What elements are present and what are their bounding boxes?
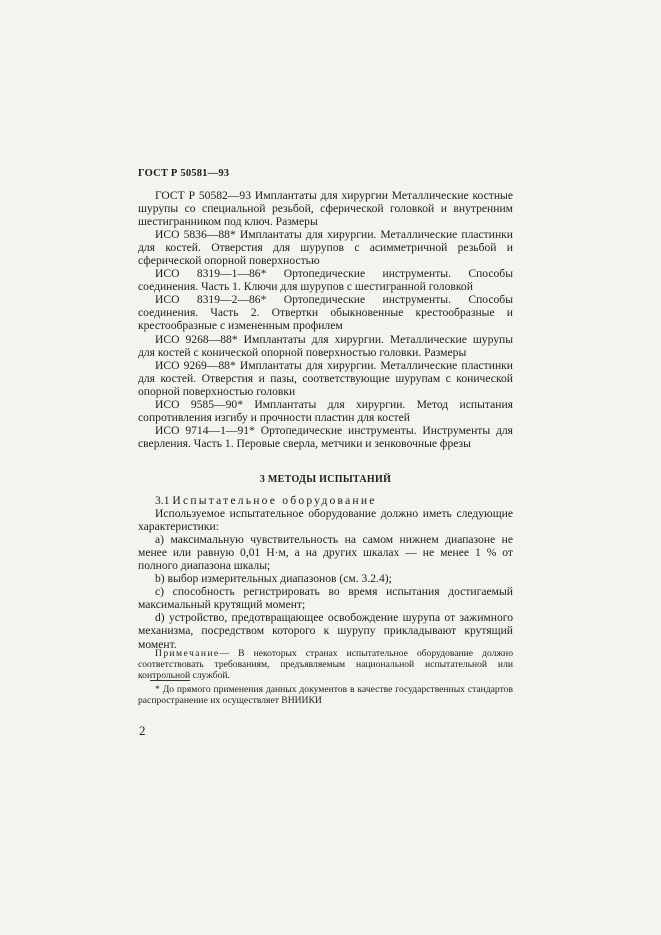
section-intro: Используемое испытательное оборудование должно иметь следующие характеристики: (138, 507, 513, 534)
reference-item: ИСО 8319—2—86* Ортопедические инструменты. Способы соединения. Часть 2. Отвертки обыкновенные крестообразные и крестообразные с измененным профилем (138, 293, 513, 333)
reference-item: ИСО 5836—88* Имплантаты для хирургии. Металлические пластинки для костей. Отверстия для шурупов с асимметричной резьбой и сферической опорной поверхностью (138, 228, 513, 268)
subsection-title: Испытательное оборудование (172, 494, 377, 507)
page-number: 2 (139, 723, 146, 738)
reference-item: ИСО 9714—1—91* Ортопедические инструменты. Инструменты для сверления. Часть 1. Перовые сверла, метчики и зенковочные фрезы (138, 423, 513, 450)
footnote-divider (150, 680, 190, 681)
requirement-item: а) максимальную чувствительность на самом нижнем диапазоне не менее или равную 0,01 Н·м, а на других шкалах — не менее 1 % от полного диапазона шкалы; (138, 533, 513, 573)
note-label: Примечание (155, 648, 220, 659)
reference-item: ИСО 9585—90* Имплантаты для хирургии. Метод испытания сопротивления изгибу и прочности пластин для костей (138, 397, 513, 424)
reference-item: ИСО 9268—88* Имплантаты для хирургии. Металлические шурупы для костей с конической опорной поверхностью головки. Размеры (138, 332, 513, 359)
requirement-item: с) способность регистрировать во время испытания достигаемый максимальный крутящий момент; (138, 585, 513, 612)
requirement-item: d) устройство, предотвращающее освобождение шурупа от зажимного механизма, посредством которого к шурупу прикладывают крутящий момент. (138, 611, 513, 651)
document-header-code: ГОСТ Р 50581—93 (138, 168, 230, 179)
section-body (138, 494, 513, 651)
reference-item: ИСО 9269—88* Имплантаты для хирургии. Металлические пластинки для костей. Отверстия и пазы, соответствующие шурупам с конической опорной поверхностью головки (138, 358, 513, 398)
section-title: 3 МЕТОДЫ ИСПЫТАНИЙ (259, 474, 392, 485)
note-block (138, 648, 513, 681)
reference-item: ИСО 8319—1—86* Ортопедические инструменты. Способы соединения. Часть 1. Ключи для шурупов с шестигранной головкой (138, 267, 513, 294)
subsection-number: 3.1 (155, 494, 170, 507)
note-text: — В некоторых странах испытательное оборудование должно соответствовать требованиям, предъявляемым национальной испытательной или контрольной службой. (138, 648, 513, 681)
normative-references (138, 189, 513, 450)
footnote-text: * До прямого применения данных документов в качестве государственных стандартов распространение их осуществляет ВНИИКИ (138, 684, 513, 706)
footnote (138, 684, 513, 706)
note-paragraph (138, 648, 513, 681)
reference-item: ГОСТ Р 50582—93 Имплантаты для хирургии Металлические костные шурупы со специальной резьбой, сферической головкой и внутренним шестигранником под ключ. Размеры (138, 189, 513, 229)
requirement-item: b) выбор измерительных диапазонов (см. 3.2.4); (155, 572, 392, 586)
subsection-heading (138, 494, 513, 507)
